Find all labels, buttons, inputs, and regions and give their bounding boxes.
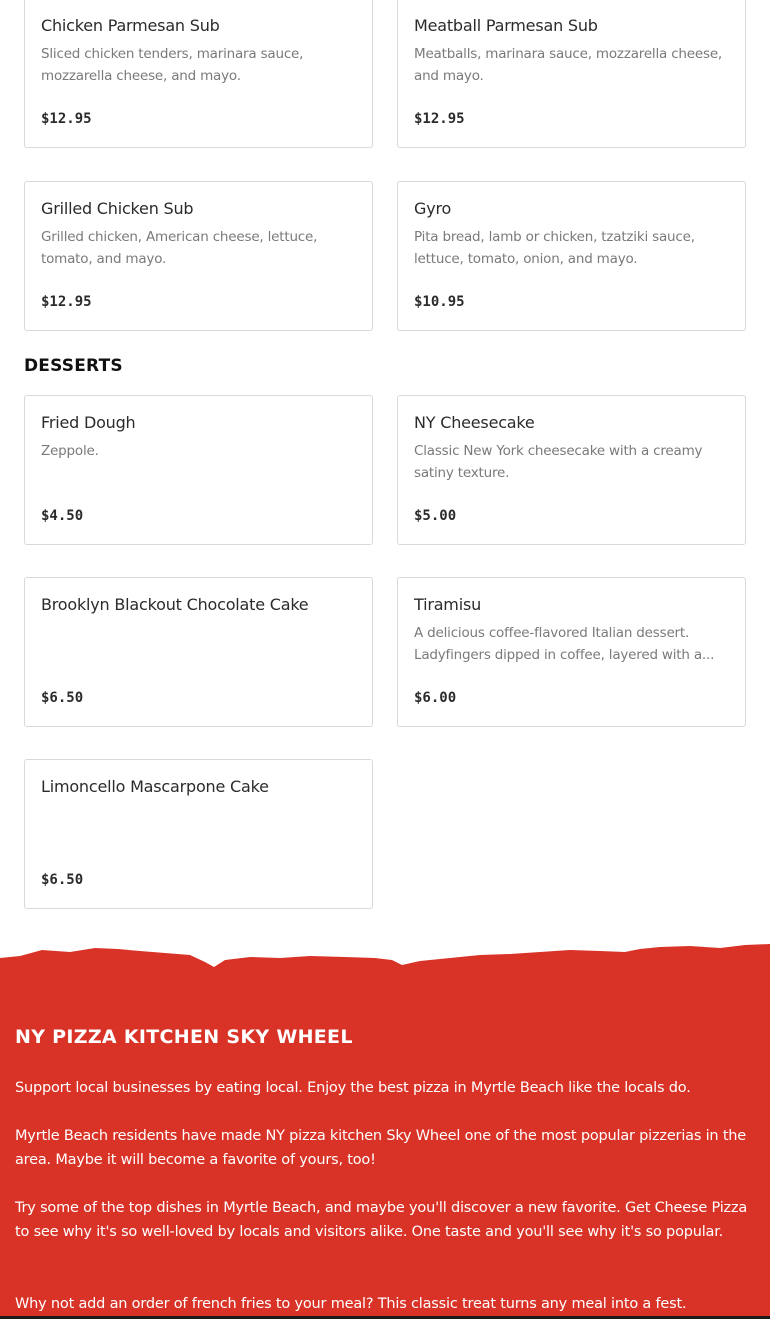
menu-item-price: $12.95 [41,294,92,310]
section-heading-desserts: DESSERTS [24,356,123,376]
menu-item-name: Meatball Parmesan Sub [414,16,598,35]
menu-item-card[interactable] [24,0,373,148]
footer-title: NY PIZZA KITCHEN SKY WHEEL [15,1026,353,1048]
menu-item-description: Grilled chicken, American cheese, lettuce, tomato, and mayo. [41,229,318,267]
menu-item-price: $5.00 [414,508,457,524]
menu-item-price: $12.95 [414,111,465,127]
menu-item-price: $12.95 [41,111,92,127]
menu-item-card[interactable] [397,577,746,727]
menu-item-card[interactable] [397,395,746,545]
menu-item-card[interactable] [24,181,373,331]
footer-paragraph: Try some of the top dishes in Myrtle Beach, and maybe you'll discover a new favorite. Get Cheese Pizza to see why it's so well-loved by locals and visitors alike. One taste and you'll see why it's so popular. [15,1200,748,1240]
menu-item-description: Classic New York cheesecake with a creamy satiny texture. [414,443,703,481]
menu-item-name: Gyro [414,199,452,218]
menu-item-card[interactable] [24,395,373,545]
menu-item-name: NY Cheesecake [414,413,535,432]
menu-item-name: Brooklyn Blackout Chocolate Cake [41,595,309,614]
footer-paragraph: Support local businesses by eating local. Enjoy the best pizza in Myrtle Beach like the locals do. [15,1080,691,1096]
menu-item-name: Chicken Parmesan Sub [41,16,220,35]
menu-item-price: $4.50 [41,508,84,524]
menu-item-card[interactable] [397,0,746,148]
footer-paragraph: Myrtle Beach residents have made NY pizza kitchen Sky Wheel one of the most popular pizzerias in the area. Maybe it will become a favorite of yours, too! [15,1128,747,1168]
about-footer [0,940,770,1319]
menu-item-description: Meatballs, marinara sauce, mozzarella cheese, and mayo. [414,46,723,84]
menu-item-description: Zeppole. [41,443,99,459]
menu-item-card[interactable] [397,181,746,331]
menu-item-price: $10.95 [414,294,465,310]
menu-item-description: A delicious coffee-flavored Italian dessert. Ladyfingers dipped in coffee, layered with a... [414,625,715,663]
menu-item-card[interactable] [24,759,373,909]
menu-item-price: $6.00 [414,690,457,706]
menu-item-name: Grilled Chicken Sub [41,199,194,218]
menu-item-price: $6.50 [41,690,84,706]
footer-paragraph: Why not add an order of french fries to your meal? This classic treat turns any meal into a fest. [15,1296,687,1312]
menu-item-description: Sliced chicken tenders, marinara sauce, mozzarella cheese, and mayo. [41,46,304,84]
menu-item-card[interactable] [24,577,373,727]
menu-item-name: Tiramisu [414,595,482,614]
menu-item-price: $6.50 [41,872,84,888]
menu-item-description: Pita bread, lamb or chicken, tzatziki sauce, lettuce, tomato, onion, and mayo. [414,229,695,267]
menu-item-name: Fried Dough [41,413,136,432]
menu-item-name: Limoncello Mascarpone Cake [41,777,269,796]
